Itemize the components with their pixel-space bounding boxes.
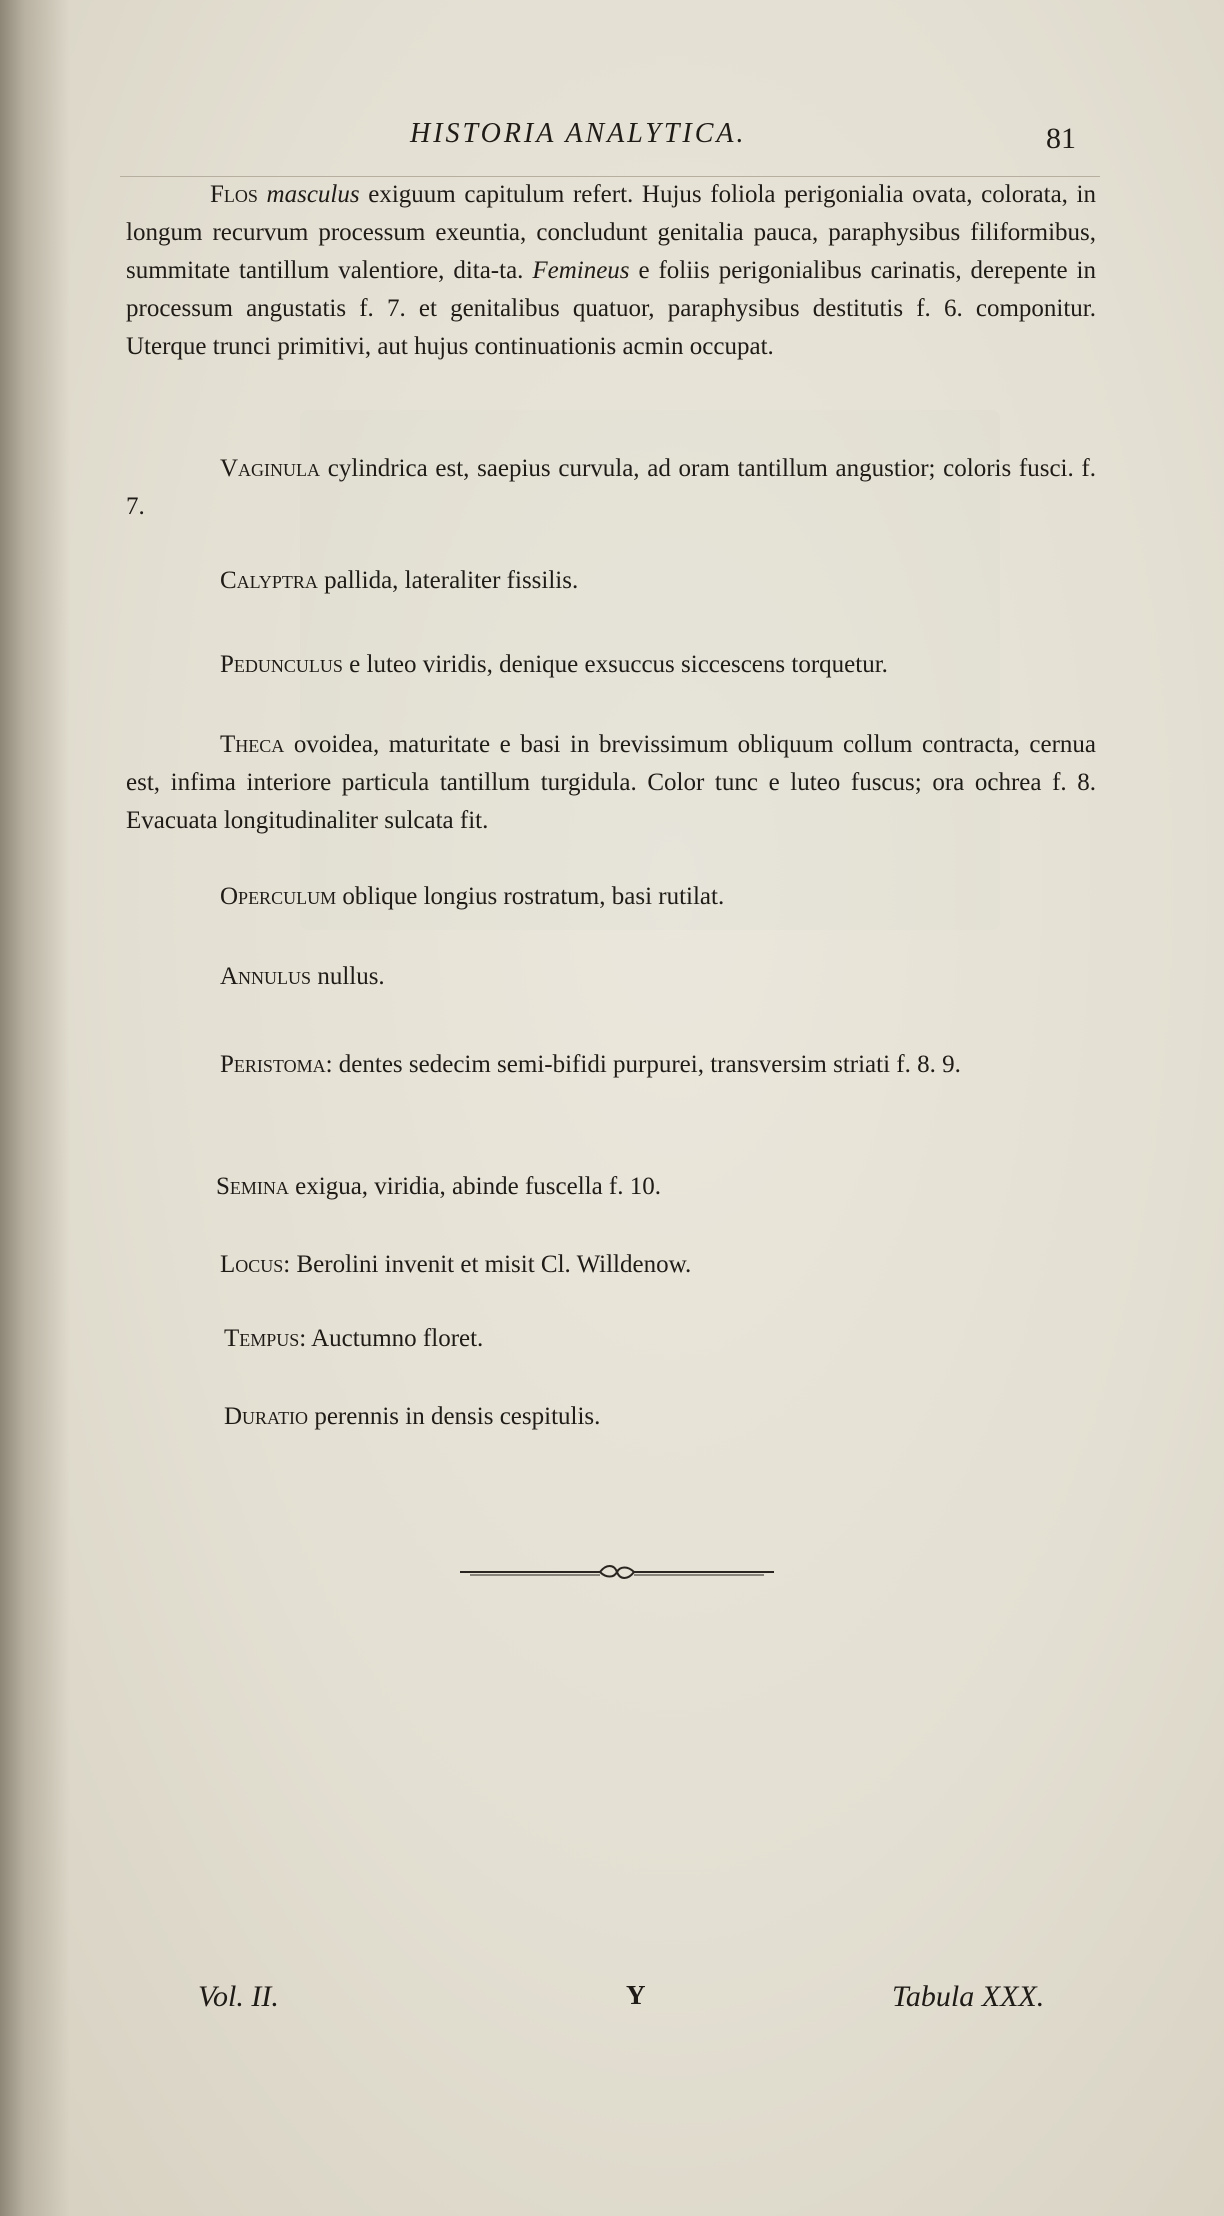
label-flos: Flos bbox=[210, 181, 258, 208]
paragraph-duratio bbox=[126, 1398, 1096, 1436]
text-locus: Berolini invenit et misit Cl. Willdenow. bbox=[296, 1251, 692, 1278]
label-locus: Locus: bbox=[220, 1251, 291, 1278]
text-pedunculus: e luteo viridis, denique exsuccus siccescens torquetur. bbox=[349, 651, 888, 678]
footer-signature: Y bbox=[626, 1980, 646, 2010]
paragraph-operculum bbox=[126, 878, 1096, 916]
label-tempus: Tempus: bbox=[224, 1325, 307, 1352]
text-vaginula: cylindrica est, saepius curvula, ad oram tantillum angustior; coloris fusci. f. 7. bbox=[126, 455, 1097, 520]
footer-plate: Tabula XXX. bbox=[892, 1980, 1045, 2013]
paragraph-peristoma bbox=[126, 1046, 1096, 1084]
label-vaginula: Vaginula bbox=[220, 455, 321, 482]
label-peristoma: Peristoma: bbox=[220, 1051, 333, 1078]
label-operculum: Operculum bbox=[220, 883, 337, 910]
page-binding-shadow bbox=[0, 0, 70, 2216]
paragraph-locus bbox=[126, 1246, 1096, 1284]
paragraph-semina bbox=[126, 1168, 1096, 1206]
ornament-divider bbox=[460, 1562, 774, 1582]
text-flos-2: e foliis perigonialibus carinatis, derepente in processum angustatis f. 7. et genitalibus quatuor, paraphysibus destitutis f. 6. componitur. Uterque trunci primitivi, aut hujus continuationis acmin occupat. bbox=[126, 257, 1097, 360]
running-title: HISTORIA ANALYTICA. bbox=[410, 118, 747, 149]
text-theca: ovoidea, maturitate e basi in brevissimum obliquum collum contracta, cernua est, infima interiore particula tantillum turgidula. Color tunc e luteo fuscus; ora ochrea f. 8. Evacuata longitudinaliter sulcata fit. bbox=[126, 731, 1096, 834]
text-peristoma: dentes sedecim semi-bifidi purpurei, transversim striati f. 8. 9. bbox=[338, 1051, 961, 1078]
text-duratio: perennis in densis cespitulis. bbox=[314, 1403, 601, 1430]
text-annulus: nullus. bbox=[317, 963, 385, 990]
term-masculus: masculus bbox=[266, 181, 360, 208]
label-calyptra: Calyptra bbox=[220, 567, 318, 594]
footer-volume: Vol. II. bbox=[198, 1980, 279, 2013]
term-femineus: Femineus bbox=[532, 257, 630, 284]
paragraph-tempus bbox=[126, 1320, 1096, 1358]
text-semina: exigua, viridia, abinde fuscella f. 10. bbox=[295, 1173, 662, 1200]
paragraph-pedunculus bbox=[126, 646, 1096, 684]
paragraph-theca bbox=[126, 726, 1096, 840]
text-tempus: Auctumno floret. bbox=[311, 1325, 484, 1352]
text-operculum: oblique longius rostratum, basi rutilat. bbox=[342, 883, 725, 910]
text-calyptra: pallida, lateraliter fissilis. bbox=[324, 567, 579, 594]
paragraph-calyptra bbox=[126, 562, 1096, 600]
text-flos: exiguum capitulum refert. Hujus foliola perigonialia ovata, colorata, in longum recurvum processum exeuntia, concludunt genitalia pauca, paraphysibus filiformibus, summitate tantillum valentiore, dita-ta. bbox=[126, 181, 1096, 284]
label-annulus: Annulus bbox=[220, 963, 312, 990]
paragraph-flos bbox=[126, 176, 1096, 366]
label-semina: Semina bbox=[216, 1173, 289, 1200]
paragraph-annulus bbox=[126, 958, 1096, 996]
page-number: 81 bbox=[1046, 122, 1076, 155]
label-pedunculus: Pedunculus bbox=[220, 651, 343, 678]
label-duratio: Duratio bbox=[224, 1403, 309, 1430]
label-theca: Theca bbox=[220, 731, 285, 758]
paragraph-vaginula bbox=[126, 450, 1096, 526]
